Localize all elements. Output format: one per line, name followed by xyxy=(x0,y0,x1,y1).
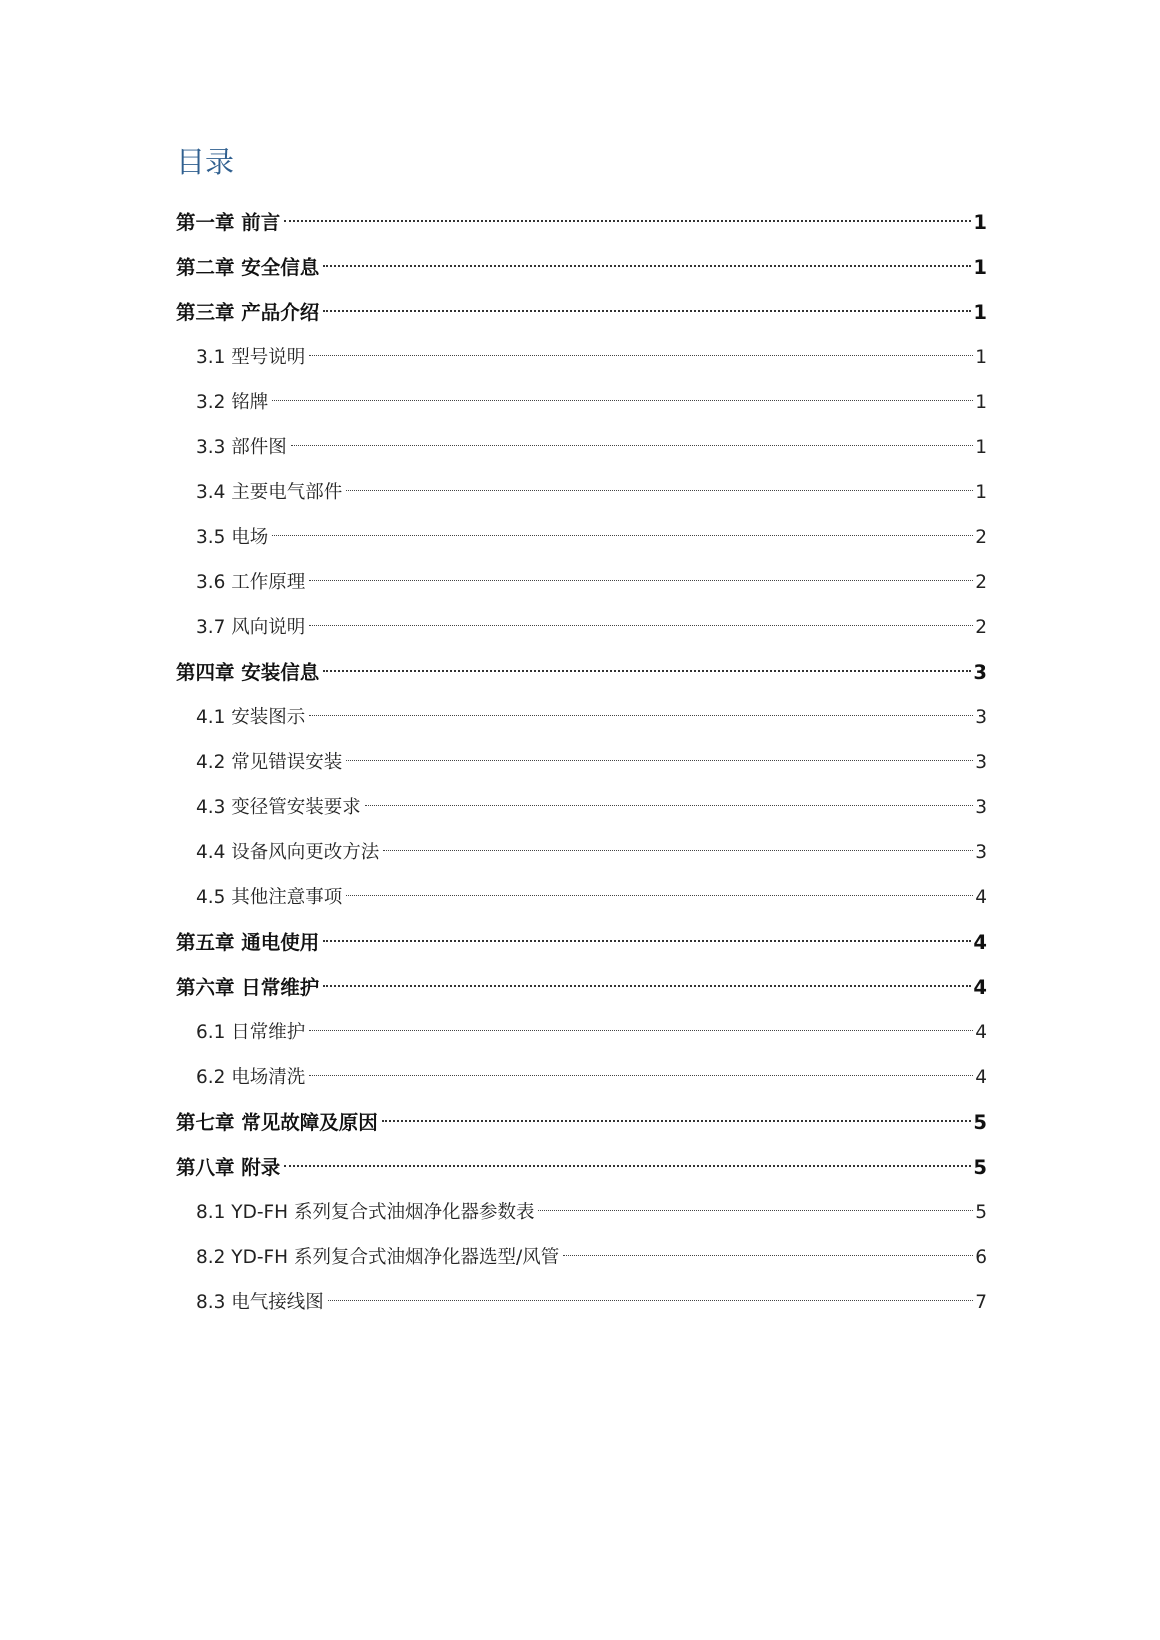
toc-entry-page: 2 xyxy=(975,617,987,638)
toc-entry-page: 3 xyxy=(975,842,987,863)
toc-entry[interactable] xyxy=(176,245,987,290)
toc-dot-leader xyxy=(284,1165,971,1167)
toc-dot-leader xyxy=(284,220,971,222)
toc-entry[interactable] xyxy=(176,1100,987,1145)
toc-entry-label: 4.2 常见错误安装 xyxy=(196,752,343,773)
toc-dot-leader xyxy=(328,1300,973,1301)
toc-entry-label: 8.2 YD-FH 系列复合式油烟净化器选型/风管 xyxy=(196,1247,560,1268)
toc-entry-label: 4.5 其他注意事项 xyxy=(196,887,343,908)
toc-entry-label: 第二章 安全信息 xyxy=(176,256,320,279)
toc-dot-leader xyxy=(323,940,971,942)
toc-entry-label: 3.3 部件图 xyxy=(196,437,287,458)
toc-title: 目录 xyxy=(176,145,235,179)
toc-dot-leader xyxy=(382,1120,972,1122)
toc-entry[interactable] xyxy=(176,200,987,245)
toc-entry[interactable] xyxy=(176,965,987,1010)
toc-dot-leader xyxy=(272,535,973,536)
toc-dot-leader xyxy=(309,625,973,626)
toc-entry-label: 3.6 工作原理 xyxy=(196,572,306,593)
toc-dot-leader xyxy=(383,850,973,851)
toc-entry-label: 第六章 日常维护 xyxy=(176,976,320,999)
toc-dot-leader xyxy=(323,670,971,672)
toc-entry[interactable] xyxy=(176,290,987,335)
toc-entry-page: 4 xyxy=(973,976,987,999)
toc-entry[interactable] xyxy=(176,785,987,830)
toc-entry-page: 1 xyxy=(975,392,987,413)
toc-entry[interactable] xyxy=(176,425,987,470)
toc-entry-page: 1 xyxy=(973,301,987,324)
toc-entry-page: 4 xyxy=(975,887,987,908)
toc-entry[interactable] xyxy=(176,920,987,965)
toc-entry-page: 5 xyxy=(973,1156,987,1179)
toc-entry-label: 4.4 设备风向更改方法 xyxy=(196,842,380,863)
toc-dot-leader xyxy=(272,400,973,401)
toc-entry[interactable] xyxy=(176,740,987,785)
toc-entry-label: 8.3 电气接线图 xyxy=(196,1292,324,1313)
toc-entry-label: 第五章 通电使用 xyxy=(176,931,320,954)
toc-entry-page: 5 xyxy=(975,1202,987,1223)
toc-dot-leader xyxy=(365,805,973,806)
toc-dot-leader xyxy=(309,580,973,581)
toc-entry[interactable] xyxy=(176,1055,987,1100)
toc-entry-label: 6.2 电场清洗 xyxy=(196,1067,306,1088)
toc-entry-label: 3.1 型号说明 xyxy=(196,347,306,368)
toc-entry[interactable] xyxy=(176,1280,987,1325)
toc-dot-leader xyxy=(309,1030,973,1031)
toc-entry-page: 4 xyxy=(973,931,987,954)
toc-entry[interactable] xyxy=(176,605,987,650)
toc-entry-page: 2 xyxy=(975,572,987,593)
toc-entry-page: 4 xyxy=(975,1022,987,1043)
toc-dot-leader xyxy=(346,760,973,761)
toc-entry-label: 第四章 安装信息 xyxy=(176,661,320,684)
toc-entry-label: 3.7 风向说明 xyxy=(196,617,306,638)
toc-dot-leader xyxy=(346,895,973,896)
toc-dot-leader xyxy=(309,355,973,356)
toc-entry-label: 6.1 日常维护 xyxy=(196,1022,306,1043)
toc-entry[interactable] xyxy=(176,515,987,560)
toc-entry-label: 3.4 主要电气部件 xyxy=(196,482,343,503)
toc-entry[interactable] xyxy=(176,1010,987,1055)
toc-entry-page: 3 xyxy=(975,707,987,728)
toc-entry[interactable] xyxy=(176,695,987,740)
toc-entry[interactable] xyxy=(176,380,987,425)
toc-entry[interactable] xyxy=(176,875,987,920)
toc-dot-leader xyxy=(309,715,973,716)
toc-entry-label: 8.1 YD-FH 系列复合式油烟净化器参数表 xyxy=(196,1202,535,1223)
toc-entry-page: 1 xyxy=(975,347,987,368)
toc-entry-page: 4 xyxy=(975,1067,987,1088)
toc-entry-label: 4.3 变径管安装要求 xyxy=(196,797,361,818)
toc-entry-page: 3 xyxy=(975,797,987,818)
toc-dot-leader xyxy=(309,1075,973,1076)
toc-entry-page: 2 xyxy=(975,527,987,548)
toc-entry[interactable] xyxy=(176,1145,987,1190)
toc-entry[interactable] xyxy=(176,470,987,515)
toc-entry[interactable] xyxy=(176,1190,987,1235)
toc-entry-page: 1 xyxy=(973,211,987,234)
toc-dot-leader xyxy=(323,265,971,267)
toc-entry-label: 4.1 安装图示 xyxy=(196,707,306,728)
toc-dot-leader xyxy=(538,1210,973,1211)
toc-entry-label: 第七章 常见故障及原因 xyxy=(176,1111,378,1134)
toc-entry-label: 第八章 附录 xyxy=(176,1156,281,1179)
toc-dot-leader xyxy=(291,445,973,446)
toc-entry-label: 第一章 前言 xyxy=(176,211,281,234)
toc-entry[interactable] xyxy=(176,830,987,875)
toc-dot-leader xyxy=(323,985,971,987)
toc-entry-page: 3 xyxy=(975,752,987,773)
toc-entry-page: 6 xyxy=(975,1247,987,1268)
toc-entry-label: 3.5 电场 xyxy=(196,527,269,548)
toc-entry-page: 1 xyxy=(975,437,987,458)
toc-entry[interactable] xyxy=(176,335,987,380)
toc-entry-page: 1 xyxy=(973,256,987,279)
toc-entry-page: 1 xyxy=(975,482,987,503)
toc-entry-page: 7 xyxy=(975,1292,987,1313)
toc-dot-leader xyxy=(563,1255,973,1256)
toc-entry[interactable] xyxy=(176,650,987,695)
toc-dot-leader xyxy=(323,310,971,312)
toc-entry-label: 3.2 铭牌 xyxy=(196,392,269,413)
toc-entry-label: 第三章 产品介绍 xyxy=(176,301,320,324)
toc-entry[interactable] xyxy=(176,1235,987,1280)
toc-entry[interactable] xyxy=(176,560,987,605)
toc-list xyxy=(176,200,987,1325)
toc-entry-page: 5 xyxy=(973,1111,987,1134)
toc-dot-leader xyxy=(346,490,973,491)
toc-entry-page: 3 xyxy=(973,661,987,684)
